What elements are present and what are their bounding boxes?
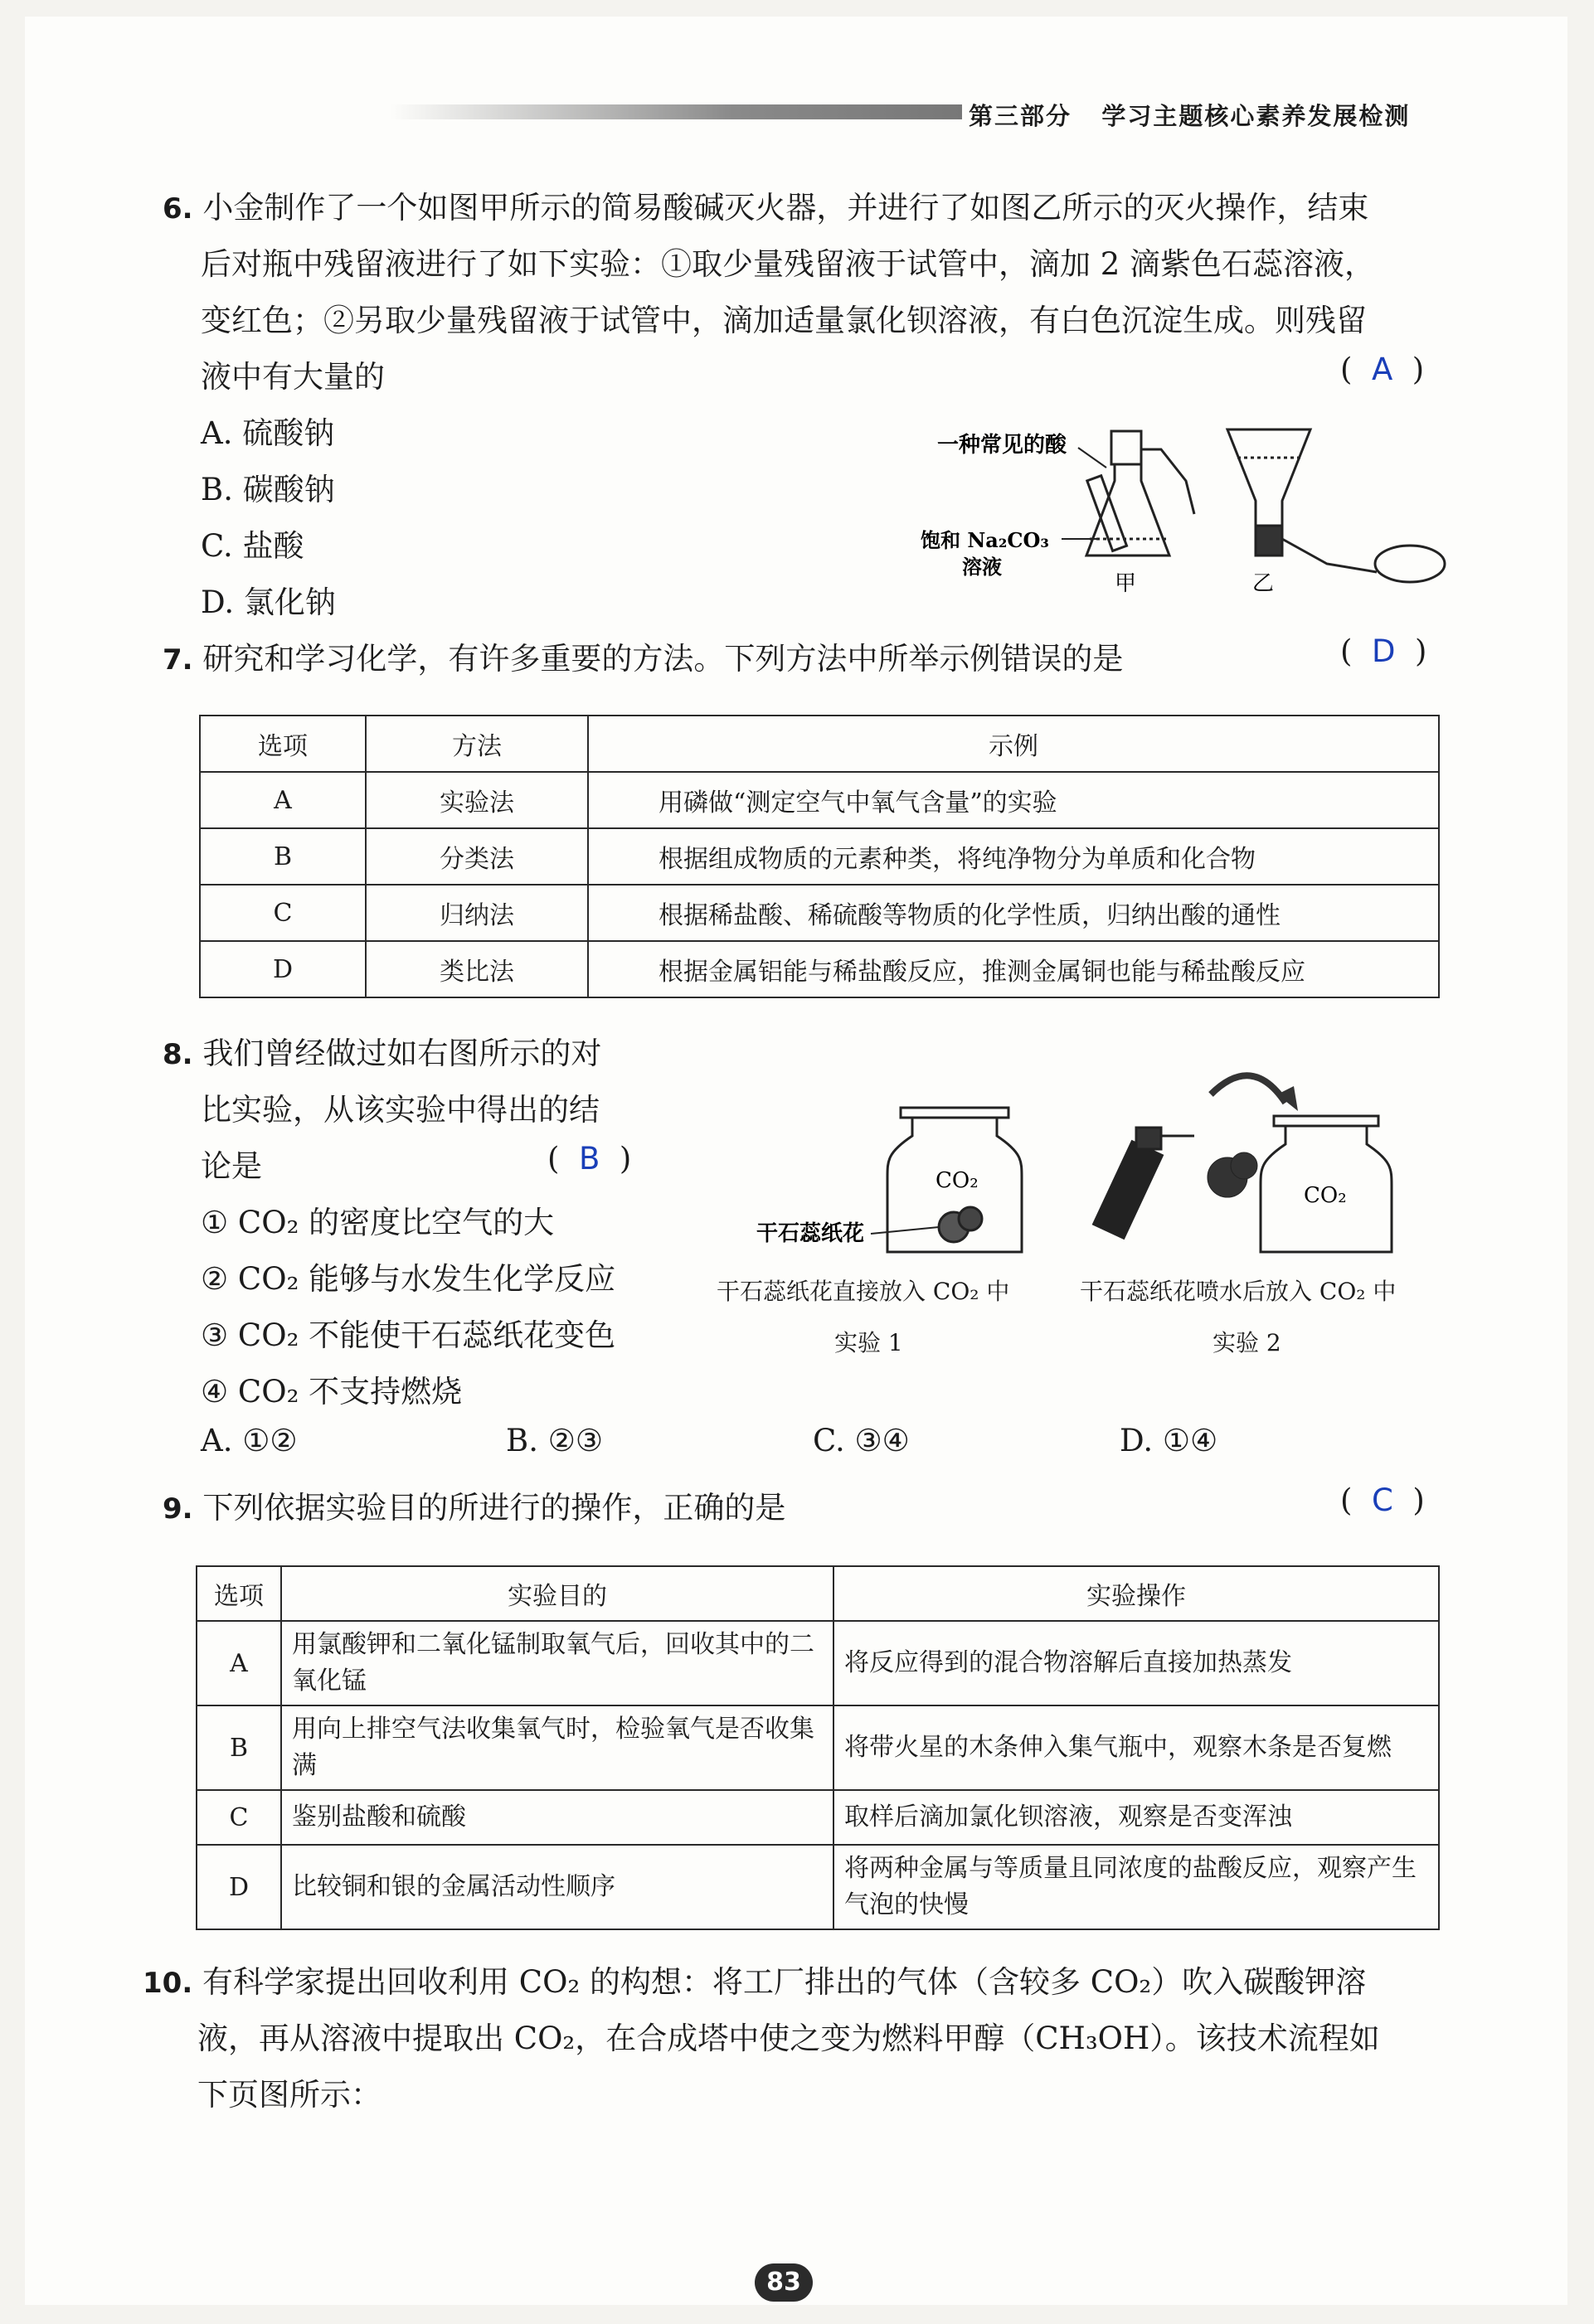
q6-line3: 变红色；②另取少量残留液于试管中，滴加适量氯化钡溶液，有白色沉淀生成。则残留: [201, 303, 1367, 338]
header-cell: 选项: [197, 1566, 281, 1621]
q8-figure: [746, 1045, 1426, 1260]
q7-answer: D: [1371, 633, 1396, 669]
q9-table: [196, 1565, 1440, 1930]
q8-statement-3: ③ CO₂ 不能使干石蕊纸花变色: [201, 1317, 616, 1353]
q8-number: 8.: [163, 1038, 193, 1071]
page-header: [969, 98, 1410, 132]
table-cell: 类比法: [366, 941, 588, 997]
co2-label-1: CO₂: [936, 1168, 979, 1193]
q6-answer-bracket: ( A ): [1340, 352, 1425, 387]
q8-text-1: 我们曾经做过如右图所示的对: [202, 1036, 602, 1071]
flask-figure-b: [1227, 429, 1445, 582]
q7-table: [199, 715, 1440, 998]
table-row: [200, 828, 1439, 885]
table-header-row: [197, 1566, 1439, 1621]
q10-line1: [143, 1957, 1366, 2001]
q8-answer: B: [578, 1141, 600, 1177]
q10-number: 10.: [143, 1967, 193, 2000]
q8-statement-2: ② CO₂ 能够与水发生化学反应: [201, 1261, 616, 1297]
table-cell: 将反应得到的混合物溶解后直接加热蒸发: [833, 1621, 1439, 1705]
table-cell: B: [200, 828, 366, 885]
q8-option-d: D. ①④: [1120, 1423, 1218, 1458]
spray-bottle: [1094, 1128, 1194, 1238]
fig-b-label: 乙: [1252, 571, 1275, 596]
table-cell: 用向上排空气法收集氧气时，检验氧气是否收集满: [281, 1705, 833, 1790]
table-row: [197, 1845, 1439, 1929]
q9-answer-bracket: ( C ): [1340, 1482, 1425, 1518]
q6-figure: [912, 415, 1460, 605]
q6-option-a: A. 硫酸钠: [201, 415, 335, 451]
q8-option-c: C. ③④: [813, 1423, 910, 1458]
solution-label-2: 溶液: [962, 555, 1002, 579]
table-row: [200, 772, 1439, 828]
table-cell: 归纳法: [366, 885, 588, 941]
q10-line3: 下页图所示：: [197, 2077, 381, 2113]
table-cell: 鉴别盐酸和硫酸: [281, 1790, 833, 1845]
table-cell: 分类法: [366, 828, 588, 885]
exp1-label: 实验 1: [834, 1329, 903, 1356]
table-header-row: [200, 716, 1439, 772]
table-cell: C: [200, 885, 366, 941]
table-cell: 用氯酸钾和二氧化锰制取氧气后，回收其中的二氧化锰: [281, 1621, 833, 1705]
q9-line: [163, 1482, 785, 1527]
q9-text: 下列依据实验目的所进行的操作，正确的是: [202, 1490, 786, 1526]
header-bar: [390, 104, 962, 119]
exp1-caption: 干石蕊纸花直接放入 CO₂ 中: [717, 1278, 1010, 1305]
header-title: 学习主题核心素养发展检测: [1101, 102, 1411, 130]
flower-label: 干石蕊纸花: [756, 1221, 865, 1246]
q7-text: 研究和学习化学，有许多重要的方法。下列方法中所举示例错误的是: [202, 641, 1124, 677]
wet-flower: [1208, 1152, 1257, 1197]
q8-option-a: A. ①②: [201, 1423, 298, 1458]
q8-option-b: B. ②③: [506, 1423, 604, 1458]
header-cell: 示例: [588, 716, 1439, 772]
q10-text-1: 有科学家提出回收利用 CO₂ 的构想：将工厂排出的气体（含较多 CO₂）吹入碳酸钾溶: [202, 1964, 1367, 2000]
q6-answer: A: [1371, 352, 1393, 387]
acid-label: 一种常见的酸: [937, 433, 1067, 458]
header-section: 第三部分: [969, 102, 1072, 130]
header-cell: 选项: [200, 716, 366, 772]
q6-option-b: B. 碳酸钠: [201, 472, 335, 507]
q8-line2: 比实验，从该实验中得出的结: [201, 1092, 600, 1128]
q6-line4: 液中有大量的: [201, 359, 385, 395]
q10-line2: 液，再从溶液中提取出 CO₂，在合成塔中使之变为燃料甲醇（CH₃OH）。该技术流程如: [197, 2021, 1380, 2056]
q6-number: 6.: [163, 192, 193, 226]
table-row: [197, 1705, 1439, 1790]
q6-line2: 后对瓶中残留液进行了如下实验：①取少量残留液于试管中，滴加 2 滴紫色石蕊溶液，: [201, 246, 1376, 282]
table-cell: 取样后滴加氯化钡溶液，观察是否变浑浊: [833, 1790, 1439, 1845]
table-cell: 实验法: [366, 772, 588, 828]
q7-answer-bracket: ( D ): [1340, 633, 1427, 669]
q7-number: 7.: [163, 643, 193, 677]
exp2-caption: 干石蕊纸花喷水后放入 CO₂ 中: [1080, 1278, 1397, 1305]
table-cell: B: [197, 1705, 281, 1790]
table-cell: 根据金属铝能与稀盐酸反应，推测金属铜也能与稀盐酸反应: [588, 941, 1439, 997]
table-cell: C: [197, 1790, 281, 1845]
q9-answer: C: [1371, 1482, 1393, 1518]
q7-line: [163, 633, 1123, 678]
fig-a-label: 甲: [1115, 571, 1137, 596]
table-cell: 用磷做“测定空气中氧气含量”的实验: [588, 772, 1439, 828]
table-cell: A: [197, 1621, 281, 1705]
q8-statement-4: ④ CO₂ 不支持燃烧: [201, 1374, 463, 1409]
table-cell: D: [197, 1845, 281, 1929]
q8-line1: [163, 1028, 601, 1073]
table-cell: 根据组成物质的元素种类，将纯净物分为单质和化合物: [588, 828, 1439, 885]
q8-line3: 论是: [201, 1148, 262, 1184]
co2-label-2: CO₂: [1304, 1183, 1347, 1208]
table-cell: 比较铜和银的金属活动性顺序: [281, 1845, 833, 1929]
header-cell: 实验操作: [833, 1566, 1439, 1621]
q9-number: 9.: [163, 1492, 193, 1526]
table-cell: 将带火星的木条伸入集气瓶中，观察木条是否复燃: [833, 1705, 1439, 1790]
table-cell: 将两种金属与等质量且同浓度的盐酸反应，观察产生气泡的快慢: [833, 1845, 1439, 1929]
table-cell: 根据稀盐酸、稀硫酸等物质的化学性质，归纳出酸的通性: [588, 885, 1439, 941]
q6-text-1: 小金制作了一个如图甲所示的简易酸碱灭火器，并进行了如图乙所示的灭火操作，结束: [202, 190, 1369, 226]
table-row: [197, 1621, 1439, 1705]
q8-answer-bracket: ( B ): [547, 1141, 632, 1177]
table-row: [197, 1790, 1439, 1845]
exp2-label: 实验 2: [1213, 1329, 1281, 1356]
solution-label-1: 饱和 Na₂CO₃: [921, 528, 1049, 552]
table-row: [200, 941, 1439, 997]
flask-figure-a: [1086, 431, 1194, 556]
q8-statement-1: ① CO₂ 的密度比空气的大: [201, 1205, 555, 1240]
header-cell: 实验目的: [281, 1566, 833, 1621]
q6-option-d: D. 氯化钠: [201, 585, 336, 620]
header-cell: 方法: [366, 716, 588, 772]
q6-line1: [163, 182, 1368, 227]
q6-option-c: C. 盐酸: [201, 528, 304, 564]
table-cell: A: [200, 772, 366, 828]
arrow-icon: [1211, 1075, 1285, 1103]
table-row: [200, 885, 1439, 941]
page-number: 83: [755, 2263, 813, 2302]
table-cell: D: [200, 941, 366, 997]
